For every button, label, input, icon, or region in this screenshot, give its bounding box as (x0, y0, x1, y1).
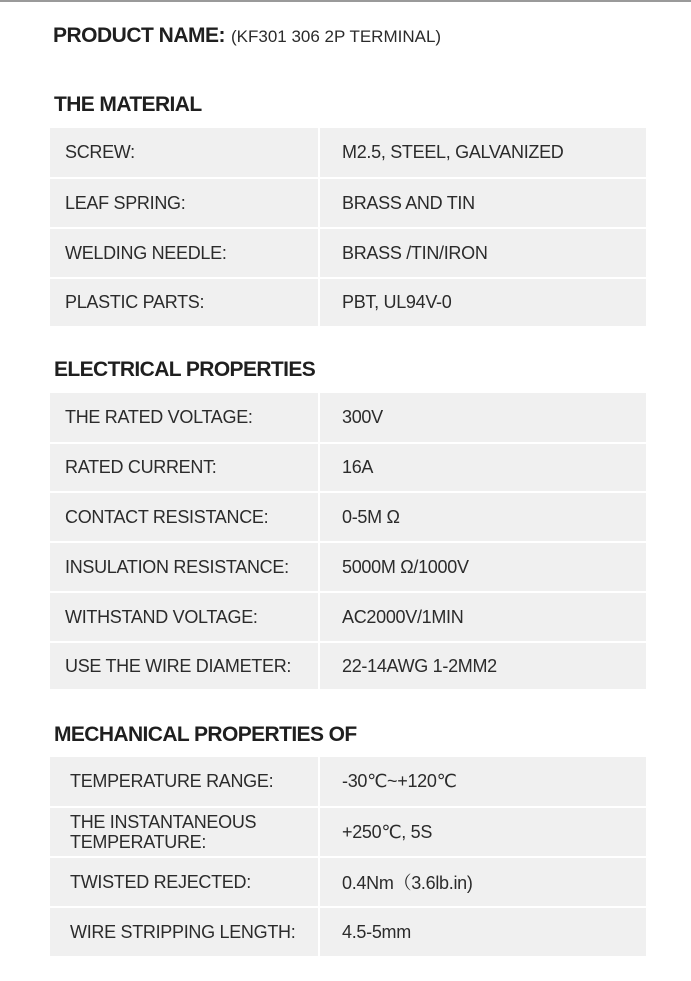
row-value: 0-5M Ω (319, 492, 646, 542)
table-row (50, 492, 646, 542)
row-value: M2.5, STEEL, GALVANIZED (319, 128, 646, 178)
row-label: WIRE STRIPPING LENGTH: (50, 907, 319, 956)
table-row (50, 642, 646, 689)
row-value: PBT, UL94V-0 (342, 292, 452, 312)
table-row (50, 178, 646, 228)
table-row (50, 857, 646, 907)
row-value: 5000M Ω/1000V (319, 542, 646, 592)
table-row (50, 443, 646, 492)
table-row (50, 757, 646, 807)
table-row (50, 907, 646, 956)
electrical-table (50, 393, 646, 689)
row-value: 4.5-5mm (342, 921, 411, 942)
row-value: BRASS /TIN/IRON (319, 228, 646, 278)
table-row (50, 592, 646, 642)
section-title-mechanical: MECHANICAL PROPERTIES OF (54, 723, 357, 746)
table-row (50, 393, 646, 443)
row-label: USE THE WIRE DIAMETER: (50, 642, 319, 689)
product-name-line (53, 24, 441, 52)
top-divider-line (0, 0, 691, 2)
row-value: -30℃~+120℃ (319, 757, 646, 807)
row-label: THE RATED VOLTAGE: (50, 393, 319, 443)
section-title-electrical: ELECTRICAL PROPERTIES (54, 358, 316, 381)
mechanical-table (50, 757, 646, 956)
row-label: TWISTED REJECTED: (50, 857, 319, 907)
product-name-label: PRODUCT NAME: (53, 24, 225, 47)
table-row (50, 807, 646, 857)
table-row (50, 542, 646, 592)
product-name-value: (KF301 306 2P TERMINAL) (231, 27, 442, 46)
row-value: 0.4Nm（3.6lb.in) (319, 857, 646, 907)
row-label: CONTACT RESISTANCE: (50, 492, 319, 542)
row-value: 16A (319, 443, 646, 492)
table-row (50, 228, 646, 278)
table-row (50, 128, 646, 178)
row-label: INSULATION RESISTANCE: (50, 542, 319, 592)
row-value: 22-14AWG 1-2MM2 (342, 655, 497, 676)
section-title-material: THE MATERIAL (54, 93, 202, 116)
row-label: RATED CURRENT: (50, 443, 319, 492)
row-value: AC2000V/1MIN (319, 592, 646, 642)
row-label: SCREW: (50, 128, 319, 178)
row-label: TEMPERATURE RANGE: (50, 757, 319, 807)
material-table (50, 128, 646, 326)
row-value: 300V (319, 393, 646, 443)
row-label: WELDING NEEDLE: (50, 228, 319, 278)
row-label: THE INSTANTANEOUS TEMPERATURE: (50, 807, 319, 857)
row-label: PLASTIC PARTS: (50, 278, 319, 326)
row-label: WITHSTAND VOLTAGE: (50, 592, 319, 642)
row-value: +250℃, 5S (319, 807, 646, 857)
row-label: LEAF SPRING: (50, 178, 319, 228)
table-row (50, 278, 646, 326)
row-value: BRASS AND TIN (319, 178, 646, 228)
